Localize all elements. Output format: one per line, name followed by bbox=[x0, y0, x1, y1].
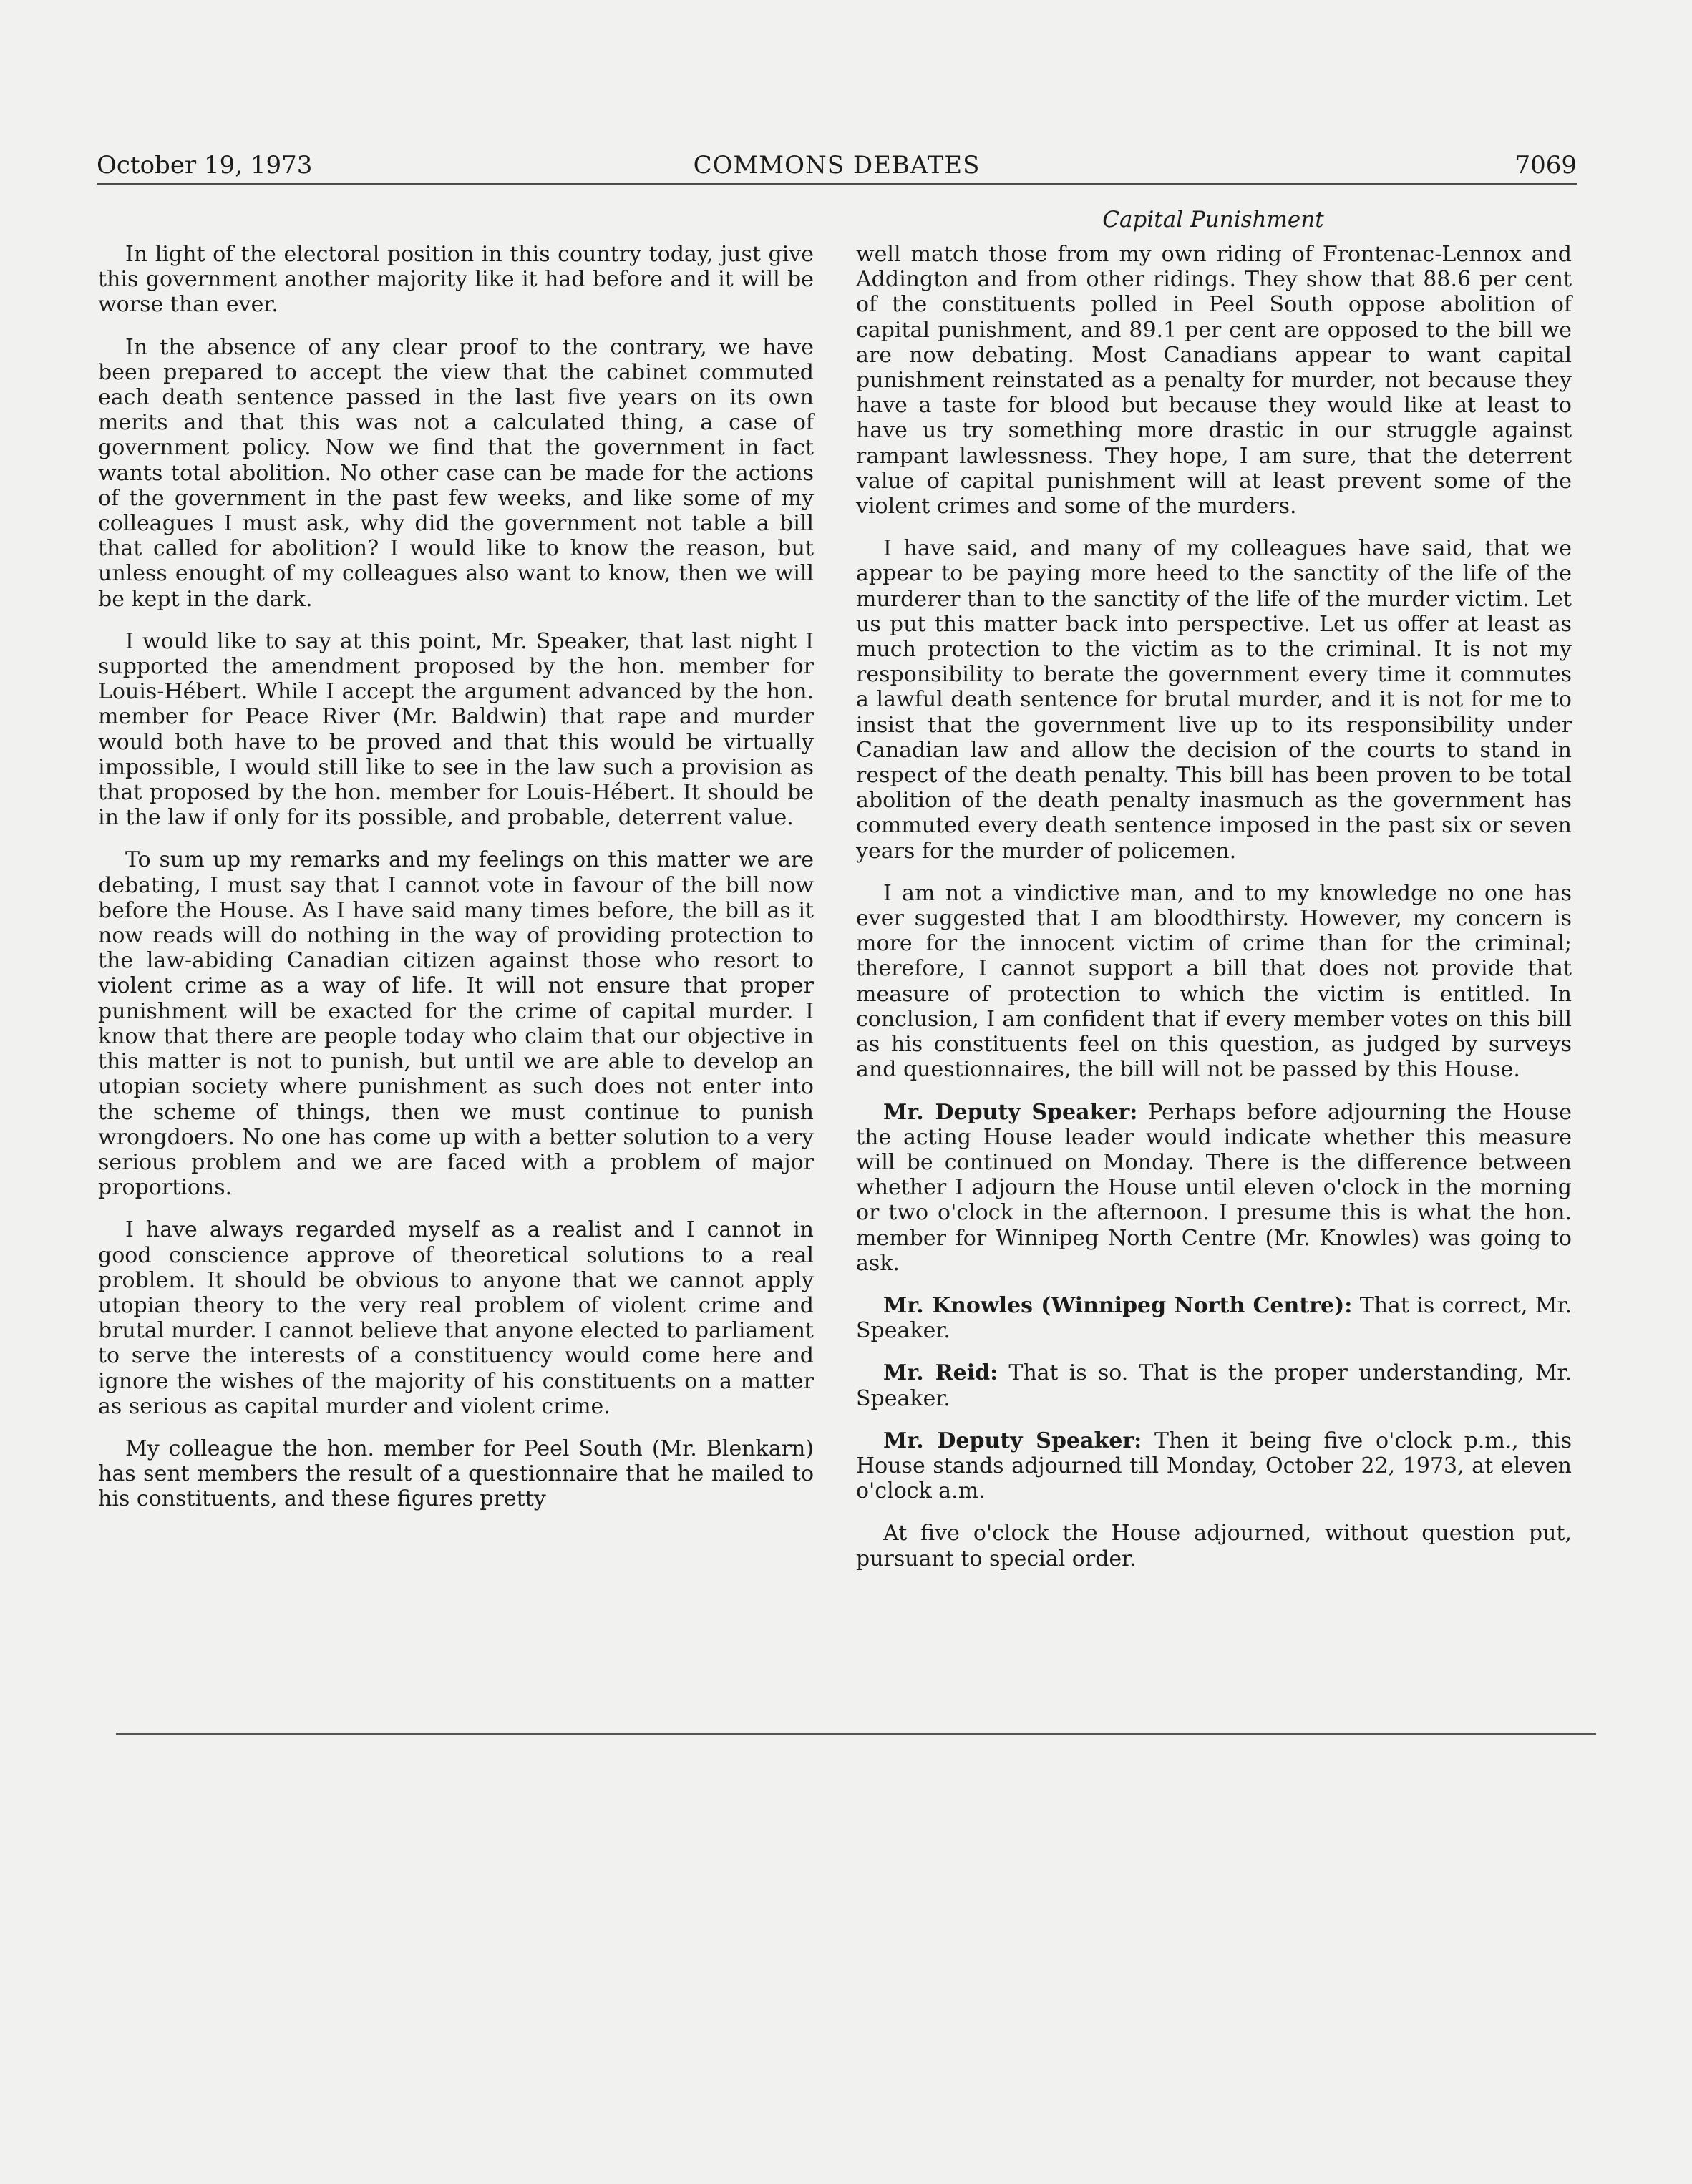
header-date: October 19, 1973 bbox=[97, 151, 313, 180]
right-column bbox=[856, 242, 1572, 1589]
speaker-name: Mr. Deputy Speaker: bbox=[883, 1428, 1142, 1453]
speech-text: That is so. That is the proper understanding, Mr. Speaker. bbox=[856, 1360, 1572, 1411]
speech bbox=[856, 1100, 1572, 1276]
speech bbox=[856, 1428, 1572, 1504]
speech bbox=[856, 1293, 1572, 1343]
paragraph: I have said, and many of my colleagues have said, that we appear to be paying more heed to the sanctity of the life of the murderer than to the sanctity of the life of the murder victim. Let us put this matter back into perspective. Let us offer at least as much protection to the victim as to the criminal. It is not my responsibility to berate the government every time it commutes a lawful death sentence for brutal murder, and it is not for me to insist that the government live up to its responsibility under Canadian law and allow the decision of the courts to stand in respect of the death penalty. This bill has been proven to be total abolition of the death penalty inasmuch as the government has commuted every death sentence imposed in the past six or seven years for the murder of policemen. bbox=[856, 536, 1572, 864]
subject-heading: Capital Punishment bbox=[1102, 207, 1324, 233]
left-column bbox=[98, 242, 814, 1529]
header-page-number: 7069 bbox=[1514, 151, 1577, 180]
speech-text: Then it being five o'clock p.m., this House stands adjourned till Monday, October 22, 1973, at eleven o'clock a.m. bbox=[856, 1428, 1572, 1504]
paragraph: I am not a vindictive man, and to my knowledge no one has ever suggested that I am bloodthirsty. However, my concern is more for the innocent victim of crime than for the criminal; therefore, I cannot support a bill that does not provide that measure of protection to which the victim is entitled. In conclusion, I am confident that if every member votes on this bill as his constituents feel on this question, as judged by surveys and questionnaires, the bill will not be passed by this House. bbox=[856, 880, 1572, 1083]
bottom-divider bbox=[116, 1733, 1596, 1735]
paragraph-continuation: well match those from my own riding of Frontenac-Lennox and Addington and from other ridings. They show that 88.6 per cent of the constituents polled in Peel South oppose abolition of capital punishment, and 89.1 per cent are opposed to the bill we are now debating. Most Canadians appear to want capital punishment reinstated as a penalty for murder, not because they have a taste for blood but because they would like at least to have us try something more drastic in our struggle against rampant lawlessness. They hope, I am sure, that the deterrent value of capital punishment will at least prevent some of the violent crimes and some of the murders. bbox=[856, 242, 1572, 520]
speaker-name: Mr. Reid: bbox=[883, 1360, 998, 1386]
paragraph: In the absence of any clear proof to the contrary, we have been prepared to accept the view that the cabinet commuted each death sentence passed in the last five years on its own merits and that this was not a calculated thing, a case of government policy. Now we find that the government in fact wants total abolition. No other case can be made for the actions of the government in the past few weeks, and like some of my colleagues I must ask, why did the government not table a bill that called for abolition? I would like to know the reason, but unless enought of my colleagues also want to know, then we will be kept in the dark. bbox=[98, 334, 814, 612]
paragraph: I would like to say at this point, Mr. Speaker, that last night I supported the amendment proposed by the hon. member for Louis-Hébert. While I accept the argument advanced by the hon. member for Peace River (Mr. Baldwin) that rape and murder would both have to be proved and that this would be virtually impossible, I would still like to see in the law such a provision as that proposed by the hon. member for Louis-Hébert. It should be in the law if only for its possible, and probable, deterrent value. bbox=[98, 628, 814, 831]
speaker-name: Mr. Knowles (Winnipeg North Centre): bbox=[883, 1292, 1353, 1318]
paragraph: To sum up my remarks and my feelings on this matter we are debating, I must say that I cannot vote in favour of the bill now before the House. As I have said many times before, the bill as it now reads will do nothing in the way of providing protection to the law-abiding Canadian citizen against those who resort to violent crime as a way of life. It will not ensure that proper punishment will be exacted for the crime of capital murder. I know that there are people today who claim that our objective in this matter is not to punish, but until we are able to develop an utopian society where punishment as such does not enter into the scheme of things, then we must continue to punish wrongdoers. No one has come up with a better solution to a very serious problem and we are faced with a problem of major proportions. bbox=[98, 847, 814, 1201]
paragraph: I have always regarded myself as a realist and I cannot in good conscience approve of theoretical solutions to a real problem. It should be obvious to anyone that we cannot apply utopian theory to the very real problem of violent crime and brutal murder. I cannot believe that anyone elected to parliament to serve the interests of a constituency would come here and ignore the wishes of the majority of his constituents on a matter as serious as capital murder and violent crime. bbox=[98, 1217, 814, 1419]
page-header bbox=[97, 147, 1577, 185]
paragraph: My colleague the hon. member for Peel South (Mr. Blenkarn) has sent members the result of a questionnaire that he mailed to his constituents, and these figures pretty bbox=[98, 1435, 814, 1512]
speech bbox=[856, 1360, 1572, 1410]
header-publication: COMMONS DEBATES bbox=[693, 151, 981, 180]
speaker-name: Mr. Deputy Speaker: bbox=[883, 1099, 1138, 1125]
speech-text: That is correct, Mr. Speaker. bbox=[856, 1292, 1572, 1344]
speech-text: Perhaps before adjourning the House the acting House leader would indicate whether this measure will be continued on Monday. There is the difference between whether I adjourn the House until eleven o'clock in the morning or two o'clock in the afternoon. I presume this is what the hon. member for Winnipeg North Centre (Mr. Knowles) was going to ask. bbox=[856, 1099, 1572, 1276]
paragraph: At five o'clock the House adjourned, without question put, pursuant to special order. bbox=[856, 1521, 1572, 1571]
paragraph: In light of the electoral position in this country today, just give this government another majority like it had before and it will be worse than ever. bbox=[98, 242, 814, 318]
